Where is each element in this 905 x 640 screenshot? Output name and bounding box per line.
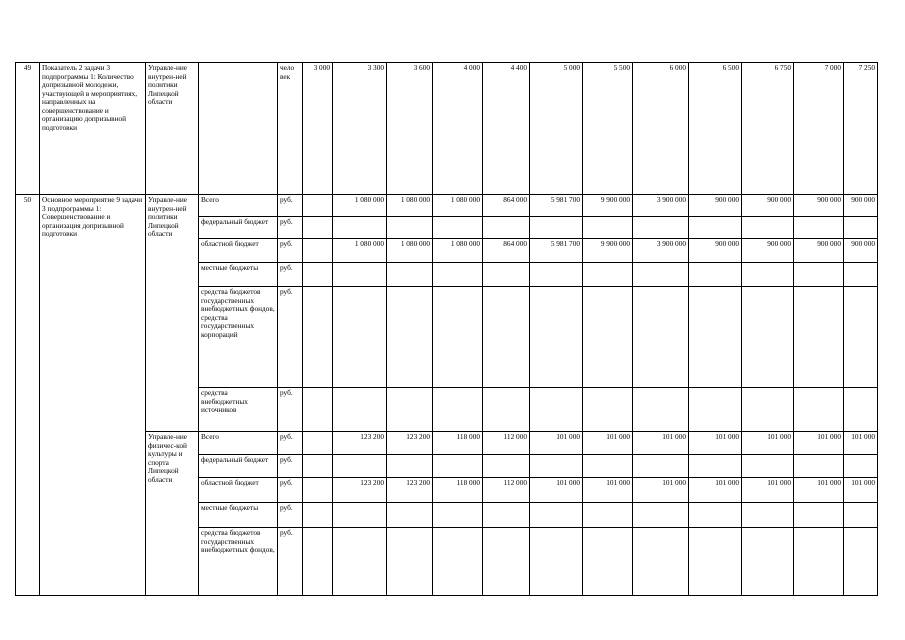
value-cell: 101 000	[844, 478, 878, 503]
value-cell: 5 981 700	[530, 195, 583, 217]
value-cell	[483, 388, 530, 432]
value-cell	[387, 217, 433, 239]
value-cell: 6 750	[742, 63, 794, 195]
value-cell	[303, 432, 333, 455]
value-cell	[303, 388, 333, 432]
unit: руб.	[278, 503, 303, 528]
value-cell	[530, 503, 583, 528]
value-cell: 3 300	[333, 63, 387, 195]
value-cell	[433, 455, 483, 478]
value-cell	[742, 528, 794, 596]
value-cell	[433, 503, 483, 528]
value-cell: 864 000	[483, 239, 530, 263]
unit: руб.	[278, 217, 303, 239]
table-body	[16, 63, 878, 596]
value-cell: 1 080 000	[387, 195, 433, 217]
value-cell: 9 900 000	[583, 195, 633, 217]
value-cell	[333, 388, 387, 432]
value-cell: 101 000	[633, 432, 689, 455]
value-cell	[794, 263, 844, 287]
unit: руб.	[278, 195, 303, 217]
value-cell	[633, 388, 689, 432]
value-cell: 112 000	[483, 432, 530, 455]
value-cell	[742, 388, 794, 432]
value-cell: 7 000	[794, 63, 844, 195]
value-cell	[742, 455, 794, 478]
value-cell: 112 000	[483, 478, 530, 503]
value-cell: 900 000	[844, 239, 878, 263]
value-cell	[844, 287, 878, 388]
value-cell: 5 000	[530, 63, 583, 195]
value-cell: 101 000	[794, 432, 844, 455]
value-cell	[333, 503, 387, 528]
value-cell	[844, 455, 878, 478]
value-cell	[794, 503, 844, 528]
value-cell	[689, 388, 742, 432]
value-cell	[633, 287, 689, 388]
value-cell	[483, 287, 530, 388]
value-cell: 900 000	[844, 195, 878, 217]
table-row	[16, 63, 878, 195]
value-cell	[387, 388, 433, 432]
unit: руб.	[278, 432, 303, 455]
value-cell: 900 000	[742, 239, 794, 263]
unit: руб.	[278, 388, 303, 432]
value-cell	[387, 528, 433, 596]
value-cell	[633, 528, 689, 596]
value-cell	[633, 263, 689, 287]
value-cell: 900 000	[689, 239, 742, 263]
value-cell	[433, 528, 483, 596]
funding-source: средства внебюджетных источников	[199, 388, 278, 432]
unit: руб.	[278, 263, 303, 287]
row-number: 50	[16, 195, 40, 596]
value-cell: 123 200	[333, 478, 387, 503]
table-row	[16, 195, 878, 217]
measure-name: Основное мероприятие 9 задачи 3 подпрограммы 1: Совершенствование и организация допризывной подготовки	[40, 195, 146, 596]
value-cell: 3 900 000	[633, 195, 689, 217]
value-cell	[633, 217, 689, 239]
value-cell: 123 200	[387, 478, 433, 503]
value-cell: 5 981 700	[530, 239, 583, 263]
indicator-name: Показатель 2 задачи 3 подпрограммы 1: Количество допризывной молодежи, участвующей в мероприятиях, направленных на совершенствование и организацию допризывной подготовки	[40, 63, 146, 195]
value-cell	[483, 263, 530, 287]
value-cell	[530, 455, 583, 478]
value-cell	[689, 455, 742, 478]
value-cell	[387, 287, 433, 388]
value-cell	[303, 217, 333, 239]
value-cell: 900 000	[689, 195, 742, 217]
value-cell	[742, 503, 794, 528]
value-cell	[633, 455, 689, 478]
value-cell: 101 000	[794, 478, 844, 503]
value-cell: 118 000	[433, 432, 483, 455]
value-cell	[844, 217, 878, 239]
value-cell: 3 600	[387, 63, 433, 195]
executor: Управле-ние внутрен-ней политики Липецкой области	[146, 63, 199, 195]
value-cell	[530, 388, 583, 432]
value-cell	[742, 287, 794, 388]
value-cell	[794, 528, 844, 596]
funding-source: Всего	[199, 195, 278, 217]
value-cell: 900 000	[742, 195, 794, 217]
funding-source: средства бюджетов государственных внебюджетных фондов, средства государственных корпораций	[199, 287, 278, 388]
unit: руб.	[278, 528, 303, 596]
value-cell	[387, 503, 433, 528]
value-cell	[483, 455, 530, 478]
value-cell	[333, 287, 387, 388]
value-cell: 3 000	[303, 63, 333, 195]
value-cell: 101 000	[844, 432, 878, 455]
value-cell: 3 900 000	[633, 239, 689, 263]
funding-source: Всего	[199, 432, 278, 455]
value-cell	[303, 455, 333, 478]
funding-source: областной бюджет	[199, 239, 278, 263]
value-cell	[433, 217, 483, 239]
value-cell: 1 080 000	[333, 239, 387, 263]
value-cell	[583, 455, 633, 478]
program-table	[15, 62, 878, 596]
value-cell	[530, 287, 583, 388]
value-cell: 1 080 000	[333, 195, 387, 217]
funding-source: областной бюджет	[199, 478, 278, 503]
value-cell: 6 500	[689, 63, 742, 195]
value-cell: 101 000	[530, 432, 583, 455]
value-cell: 1 080 000	[433, 239, 483, 263]
unit: руб.	[278, 478, 303, 503]
executor: Управле-ние физичес-кой культуры и спорта Липецкой области	[146, 432, 199, 596]
value-cell	[530, 217, 583, 239]
value-cell	[387, 263, 433, 287]
value-cell: 4 400	[483, 63, 530, 195]
value-cell: 1 080 000	[433, 195, 483, 217]
value-cell: 1 080 000	[387, 239, 433, 263]
value-cell	[303, 528, 333, 596]
value-cell: 123 200	[387, 432, 433, 455]
executor: Управле-ние внутрен-ней политики Липецкой области	[146, 195, 199, 432]
value-cell	[633, 503, 689, 528]
value-cell: 118 000	[433, 478, 483, 503]
unit: руб.	[278, 455, 303, 478]
value-cell	[333, 528, 387, 596]
value-cell	[689, 528, 742, 596]
funding-source: средства бюджетов государственных внебюджетных фондов,	[199, 528, 278, 596]
value-cell: 900 000	[794, 239, 844, 263]
value-cell	[530, 528, 583, 596]
value-cell: 5 500	[583, 63, 633, 195]
value-cell	[333, 263, 387, 287]
value-cell	[844, 388, 878, 432]
value-cell	[303, 287, 333, 388]
unit: чело век	[278, 63, 303, 195]
value-cell	[794, 455, 844, 478]
value-cell	[583, 263, 633, 287]
funding-source: местные бюджеты	[199, 263, 278, 287]
value-cell: 101 000	[742, 432, 794, 455]
value-cell	[742, 217, 794, 239]
table-row	[16, 432, 878, 455]
value-cell: 9 900 000	[583, 239, 633, 263]
value-cell	[333, 217, 387, 239]
value-cell	[433, 263, 483, 287]
value-cell: 101 000	[689, 432, 742, 455]
value-cell: 900 000	[794, 195, 844, 217]
value-cell	[530, 263, 583, 287]
funding-source: федеральный бюджет	[199, 217, 278, 239]
value-cell	[303, 503, 333, 528]
value-cell	[483, 503, 530, 528]
funding-source	[199, 63, 278, 195]
value-cell	[689, 503, 742, 528]
value-cell	[844, 263, 878, 287]
value-cell: 101 000	[530, 478, 583, 503]
value-cell: 101 000	[742, 478, 794, 503]
value-cell: 101 000	[583, 478, 633, 503]
value-cell	[483, 528, 530, 596]
value-cell	[742, 263, 794, 287]
value-cell	[303, 195, 333, 217]
unit: руб.	[278, 287, 303, 388]
value-cell: 7 250	[844, 63, 878, 195]
value-cell: 101 000	[689, 478, 742, 503]
value-cell	[844, 503, 878, 528]
value-cell	[333, 455, 387, 478]
value-cell	[794, 287, 844, 388]
value-cell	[583, 528, 633, 596]
value-cell	[844, 528, 878, 596]
value-cell	[433, 388, 483, 432]
value-cell: 101 000	[633, 478, 689, 503]
value-cell	[583, 503, 633, 528]
value-cell	[583, 388, 633, 432]
value-cell	[583, 217, 633, 239]
funding-source: местные бюджеты	[199, 503, 278, 528]
value-cell	[689, 287, 742, 388]
value-cell	[303, 239, 333, 263]
value-cell	[433, 287, 483, 388]
value-cell	[303, 263, 333, 287]
value-cell	[794, 217, 844, 239]
value-cell	[794, 388, 844, 432]
value-cell: 101 000	[583, 432, 633, 455]
value-cell: 4 000	[433, 63, 483, 195]
value-cell: 864 000	[483, 195, 530, 217]
value-cell: 123 200	[333, 432, 387, 455]
unit: руб.	[278, 239, 303, 263]
value-cell: 6 000	[633, 63, 689, 195]
value-cell	[583, 287, 633, 388]
value-cell	[387, 455, 433, 478]
value-cell	[303, 478, 333, 503]
row-number: 49	[16, 63, 40, 195]
value-cell	[483, 217, 530, 239]
value-cell	[689, 263, 742, 287]
value-cell	[689, 217, 742, 239]
funding-source: федеральный бюджет	[199, 455, 278, 478]
